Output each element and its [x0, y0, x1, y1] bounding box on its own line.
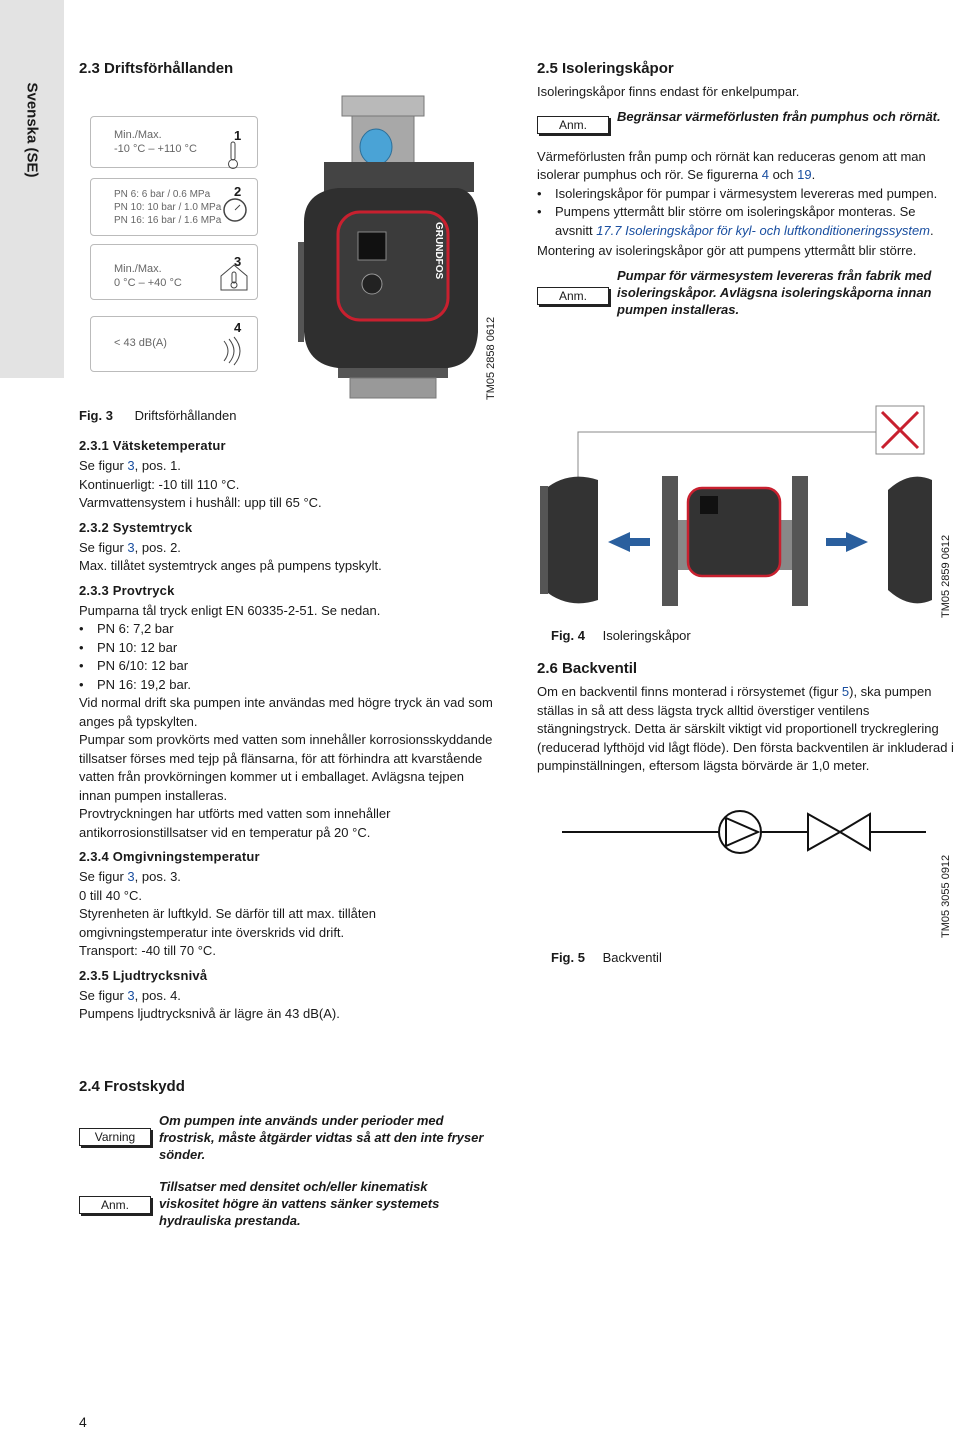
figure-3-ref[interactable]: 3: [127, 539, 135, 555]
position-1-label: 1: [234, 128, 242, 143]
note-tag: Anm.: [537, 287, 609, 305]
note-text: Pumpar för värmesystem levereras från fabrik med isoleringskåpor. Avlägsna isoleringskåporna innan pumpen installeras.: [617, 267, 932, 317]
position-2-label: 2: [234, 184, 242, 199]
section-2-3-4-title: 2.3.4 Omgivningstemperatur: [79, 849, 260, 864]
svg-text:GRUNDFOS: GRUNDFOS: [433, 222, 444, 280]
section-2-3-body: 2.3.1 Vätsketemperatur Se figur 3, pos. 1. Kontinuerligt: -10 till 110 °C. Varmvattensystem i hushåll: upp till 65 °C. 2.3.2 Systemtryck Se figur 3, pos. 2. Max. tillåtet systemtryck anges på pumpens typskylt. 2.3.3 Provtryck Pumparna tål tryck enligt EN 60335-2-51. Se nedan. • PN 6: 7,2 bar • PN 10: 12 bar • PN 6/10: 12 bar • PN 16: 19,2 bar. Vid normal drift ska pumpen inte användas med högre tryck än vad som anges på typskylten. Pumpar som provkörts med vatten som innehåller korrosionsskyddande tillsatser förses med tejp på flänsarna, för att förhindra att kvarstående vatten från provkörningen kommer ut i emballaget. Avlägsna tejpen innan pumpen installeras. Provtryckningen har utförts med vatten som innehåller antikorrosionstillsatser vid en temperatur på 20 °C. 2.3.4 Omgivningstemperatur Se figur 3, pos. 3. 0 till 40 °C. Styrenheten är luftkyld. Se därför till att max. tillåten omgivningstemperatur inte överskrids vid drift. Transport: -40 till 70 °C. 2.3.5 Ljudtrycksnivå Se figur 3, pos. 4. Pumpens ljudtrycksnivå är lägre än 43 dB(A).: [79, 438, 499, 1024]
figure-19-ref[interactable]: 19: [797, 167, 812, 182]
figure-3: Min./Max. -10 °C – +110 °C 1 PN 6: 6 bar / 0.6 MPa PN 10: 10 bar / 1.0 MPa PN 16: 16 bar / 1.6 MPa 2 Min./Max. 0 °C – +40 °C 3 < 43 dB(A) 4 GRUNDFOS: [90, 92, 500, 402]
page-number: 4: [79, 1414, 87, 1430]
house-thermometer-icon: [218, 262, 250, 292]
warning-tag: Varning: [79, 1128, 151, 1146]
section-2-5-title: 2.5 Isoleringskåpor: [537, 60, 674, 77]
figure-5-ref[interactable]: 5: [841, 684, 850, 699]
list-item: • Isoleringskåpor för pumpar i värmesystem levereras med pumpen.: [537, 185, 955, 204]
section-2-6: 2.6 Backventil Om en backventil finns monterad i rörsystemet (figur 5), ska pumpen ställas in så att dess lägsta tryck alltid överstiger ventilens stängningstryck. Detta är särskilt viktigt vid proportionell tryckreglering (reducerad lyfthöjd vid lågt flöde). Den första backventilen är inkluderad i pumpinställningen, eftersom lägsta börvärde är 1,0 meter.: [537, 660, 954, 773]
pressure-gauge-icon: [221, 196, 249, 224]
section-17-7-ref[interactable]: 17.7 Isoleringskåpor för kyl- och luftkonditioneringssystem: [596, 222, 931, 238]
figure-3-ref[interactable]: 3: [127, 869, 135, 884]
note-text: Tillsatser med densitet och/eller kinematisk viskositet högre än vattens sänker systemets hydrauliska prestanda.: [159, 1179, 440, 1228]
note-text: Begränsar värmeförlusten från pumphus och rörnät.: [617, 108, 941, 124]
list-item: • PN 10: 12 bar: [79, 639, 499, 658]
figure-3-code: TM05 2858 0612: [485, 316, 497, 400]
sound-waves-icon: [220, 336, 244, 366]
figure-4-code: TM05 2859 0612: [940, 534, 952, 618]
pump-illustration: [298, 92, 498, 402]
figure-4-illustration: [538, 400, 938, 620]
figure-5-code: TM05 3055 0912: [940, 854, 952, 938]
section-2-3-3-title: 2.3.3 Provtryck: [79, 582, 175, 598]
language-tab-label: Svenska (SE): [23, 82, 41, 178]
thermometer-icon: [226, 140, 240, 170]
figure-3-ref[interactable]: 3: [127, 987, 135, 1003]
list-item: • PN 6/10: 12 bar: [79, 657, 499, 676]
figure-4-caption: Fig. 4 Isoleringskåpor: [551, 628, 691, 643]
note-tag: Anm.: [79, 1196, 151, 1214]
language-tab: [0, 0, 64, 378]
section-2-6-title: 2.6 Backventil: [537, 660, 638, 677]
section-2-3-2-title: 2.3.2 Systemtryck: [79, 519, 193, 535]
list-item: • Pumpens yttermått blir större om isoleringskåpor monteras. Se avsnitt 17.7 Isoleringskåpor för kyl- och luftkonditioneringssystem.: [537, 203, 955, 240]
section-2-3-title: 2.3 Driftsförhållanden: [79, 60, 234, 77]
figure-4-ref[interactable]: 4: [761, 167, 769, 182]
section-2-3-1-title: 2.3.1 Vätsketemperatur: [79, 438, 226, 453]
figure-3-ref[interactable]: 3: [127, 458, 135, 473]
position-4-label: 4: [234, 320, 242, 335]
list-item: • PN 6: 7,2 bar: [79, 620, 499, 639]
note-tag: Anm.: [537, 116, 609, 134]
section-2-3-5-title: 2.3.5 Ljudtrycksnivå: [79, 967, 208, 983]
warning-text: Om pumpen inte används under perioder med frostrisk, måste åtgärder vidtas så att den inte fryser sönder.: [159, 1113, 484, 1162]
figure-5-diagram: [560, 800, 930, 870]
section-2-5: 2.5 Isoleringskåpor Isoleringskåpor finns endast för enkelpumpar. Anm. Begränsar värmeförlusten från pumphus och rörnät. Värmeförlusten från pump och rörnät kan reduceras genom att man isolerar pumphus och rör. Se figurerna 4 och 19. • Isoleringskåpor för pumpar i värmesystem levereras med pumpen. • Pumpens yttermått blir större om isoleringskåpor monteras. Se avsnitt 17.7 Isoleringskåpor för kyl- och luftkonditioneringssystem. Montering av isoleringskåpor gör att pumpens yttermått blir större. Anm. Pumpar för värmesystem levereras från fabrik med isoleringskåpor. Avlägsna isoleringskåporna innan pumpen installeras.: [537, 60, 955, 323]
figure-3-caption: Fig. 3 Driftsförhållanden: [79, 408, 237, 423]
check-valve-symbol: [808, 814, 840, 850]
position-3-label: 3: [234, 254, 242, 269]
section-2-4-title: 2.4 Frostskydd: [79, 1078, 185, 1095]
figure-5-caption: Fig. 5 Backventil: [551, 950, 662, 965]
list-item: • PN 16: 19,2 bar.: [79, 676, 499, 695]
